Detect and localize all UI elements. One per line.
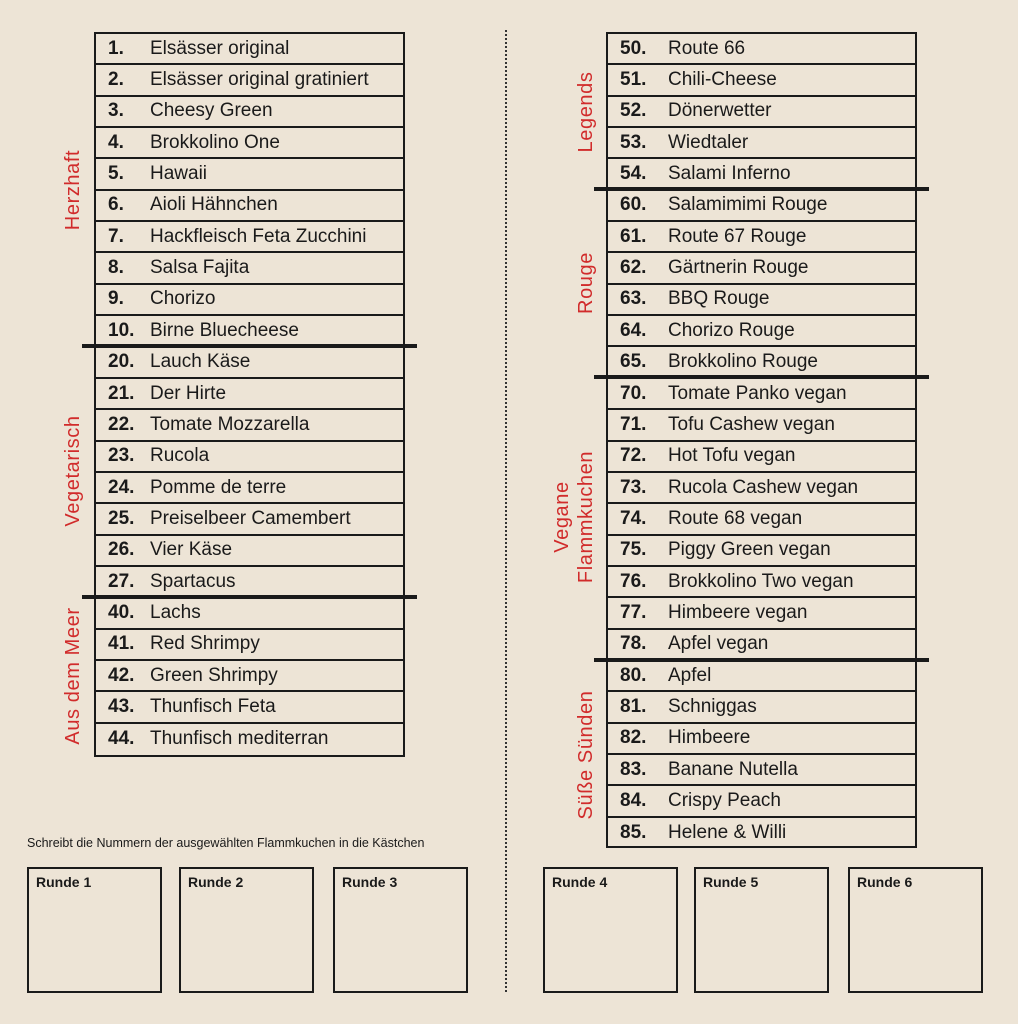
menu-row	[608, 724, 915, 755]
menu-row	[608, 598, 915, 629]
menu-item-name: Tomate Mozzarella	[150, 413, 310, 435]
left-menu-table	[94, 32, 405, 757]
menu-row	[96, 159, 403, 190]
menu-row	[96, 128, 403, 159]
menu-item-name: Cheesy Green	[150, 100, 273, 122]
menu-row	[608, 191, 915, 222]
menu-item-number: 60.	[620, 194, 647, 216]
round-5-label: Runde 5	[703, 874, 759, 890]
menu-row	[608, 692, 915, 723]
menu-row	[96, 630, 403, 661]
menu-row	[96, 222, 403, 253]
menu-item-number: 1.	[108, 37, 124, 59]
menu-row	[608, 128, 915, 159]
round-6-box[interactable]	[848, 867, 983, 993]
menu-item-number: 9.	[108, 288, 124, 310]
menu-item-number: 50.	[620, 37, 647, 59]
menu-row	[608, 442, 915, 473]
menu-item-number: 71.	[620, 413, 647, 435]
menu-row	[96, 410, 403, 441]
menu-item-name: Banane Nutella	[668, 758, 798, 780]
menu-row	[96, 504, 403, 535]
menu-item-number: 63.	[620, 288, 647, 310]
menu-item-number: 70.	[620, 382, 647, 404]
menu-item-name: Hawaii	[150, 163, 208, 185]
menu-item-number: 3.	[108, 100, 124, 122]
menu-item-name: Crispy Peach	[668, 790, 781, 812]
menu-row	[608, 536, 915, 567]
round-2-box[interactable]	[179, 867, 314, 993]
menu-item-name: Hot Tofu vegan	[668, 445, 796, 467]
menu-item-name: Wiedtaler	[668, 131, 749, 153]
menu-item-name: Vier Käse	[150, 539, 233, 561]
menu-item-name: Route 67 Rouge	[668, 225, 807, 247]
round-1-box[interactable]	[27, 867, 162, 993]
menu-row	[608, 410, 915, 441]
round-3-label: Runde 3	[342, 874, 398, 890]
menu-item-number: 25.	[108, 507, 135, 529]
menu-item-number: 81.	[620, 696, 647, 718]
menu-item-name: Helene & Willi	[668, 822, 787, 844]
menu-item-name: Chorizo	[150, 288, 216, 310]
menu-item-number: 62.	[620, 257, 647, 279]
menu-item-number: 43.	[108, 696, 135, 718]
menu-item-name: Aioli Hähnchen	[150, 194, 278, 216]
menu-item-name: Spartacus	[150, 570, 236, 592]
menu-row	[608, 567, 915, 598]
round-4-label: Runde 4	[552, 874, 608, 890]
round-1-label: Runde 1	[36, 874, 92, 890]
menu-item-number: 54.	[620, 163, 647, 185]
menu-item-number: 76.	[620, 570, 647, 592]
menu-item-name: Piggy Green vegan	[668, 539, 831, 561]
menu-item-name: Route 68 vegan	[668, 507, 803, 529]
menu-item-number: 53.	[620, 131, 647, 153]
menu-item-name: Pomme de terre	[150, 476, 287, 498]
menu-row	[608, 65, 915, 96]
right-section-divider	[594, 658, 929, 662]
round-6-label: Runde 6	[857, 874, 913, 890]
menu-item-name: Lachs	[150, 601, 201, 623]
menu-item-number: 80.	[620, 664, 647, 686]
menu-item-number: 6.	[108, 194, 124, 216]
menu-item-number: 20.	[108, 351, 135, 373]
menu-item-name: Apfel	[668, 664, 712, 686]
right-menu-table	[606, 32, 917, 848]
menu-item-number: 44.	[108, 728, 135, 750]
menu-item-number: 40.	[108, 601, 135, 623]
category-vegane: Vegane	[551, 481, 573, 553]
menu-item-number: 83.	[620, 758, 647, 780]
category-aus-dem-meer: Aus dem Meer	[62, 607, 84, 745]
menu-item-name: Preiselbeer Camembert	[150, 507, 351, 529]
menu-item-number: 75.	[620, 539, 647, 561]
category-suesse-suenden: Süße Sünden	[575, 690, 597, 820]
menu-row	[608, 504, 915, 535]
menu-row	[96, 379, 403, 410]
menu-item-name: Thunfisch Feta	[150, 696, 276, 718]
menu-row	[96, 598, 403, 629]
menu-row	[608, 661, 915, 692]
menu-item-number: 7.	[108, 225, 124, 247]
menu-item-name: Apfel vegan	[668, 633, 769, 655]
menu-item-name: Himbeere	[668, 727, 751, 749]
menu-item-name: Salsa Fajita	[150, 257, 250, 279]
instruction-text: Schreibt die Nummern der ausgewählten Flammkuchen in die Kästchen	[27, 836, 425, 850]
center-dotted-divider	[505, 30, 507, 992]
menu-item-number: 61.	[620, 225, 647, 247]
menu-item-name: Route 66	[668, 37, 746, 59]
menu-item-name: Green Shrimpy	[150, 664, 278, 686]
menu-row	[96, 65, 403, 96]
menu-row	[608, 755, 915, 786]
category-vegetarisch: Vegetarisch	[62, 415, 84, 527]
menu-item-number: 21.	[108, 382, 135, 404]
left-section-divider	[82, 344, 417, 348]
menu-row	[96, 316, 403, 347]
right-section-divider	[594, 187, 929, 191]
menu-item-number: 5.	[108, 163, 124, 185]
menu-item-name: Himbeere vegan	[668, 601, 808, 623]
left-section-divider	[82, 595, 417, 599]
menu-row	[96, 253, 403, 284]
menu-item-name: Hackfleisch Feta Zucchini	[150, 225, 367, 247]
menu-item-number: 41.	[108, 633, 135, 655]
menu-item-number: 85.	[620, 822, 647, 844]
menu-item-name: Red Shrimpy	[150, 633, 260, 655]
menu-item-number: 73.	[620, 476, 647, 498]
menu-row	[96, 191, 403, 222]
menu-row	[608, 97, 915, 128]
round-3-box[interactable]	[333, 867, 468, 993]
menu-item-name: Brokkolino One	[150, 131, 280, 153]
right-section-divider	[594, 375, 929, 379]
menu-row	[608, 630, 915, 661]
menu-item-name: Salamimimi Rouge	[668, 194, 828, 216]
menu-item-name: Salami Inferno	[668, 163, 791, 185]
menu-item-name: Tofu Cashew vegan	[668, 413, 835, 435]
round-4-box[interactable]	[543, 867, 678, 993]
menu-item-number: 4.	[108, 131, 124, 153]
menu-item-name: Rucola	[150, 445, 210, 467]
menu-item-name: Thunfisch mediterran	[150, 728, 329, 750]
menu-row	[608, 316, 915, 347]
menu-item-name: Gärtnerin Rouge	[668, 257, 809, 279]
category-herzhaft: Herzhaft	[62, 149, 84, 231]
menu-item-name: Der Hirte	[150, 382, 227, 404]
menu-row	[96, 348, 403, 379]
menu-item-name: Elsässer original	[150, 37, 290, 59]
menu-item-name: Birne Bluecheese	[150, 319, 299, 341]
menu-item-number: 2.	[108, 69, 124, 91]
menu-item-number: 84.	[620, 790, 647, 812]
category-legends: Legends	[575, 71, 597, 153]
menu-item-name: BBQ Rouge	[668, 288, 770, 310]
menu-item-name: Schniggas	[668, 696, 757, 718]
menu-item-number: 82.	[620, 727, 647, 749]
menu-row	[608, 473, 915, 504]
menu-row	[96, 285, 403, 316]
menu-row	[96, 34, 403, 65]
menu-item-number: 64.	[620, 319, 647, 341]
menu-item-number: 77.	[620, 601, 647, 623]
menu-item-name: Tomate Panko vegan	[668, 382, 847, 404]
menu-row	[608, 253, 915, 284]
menu-item-number: 51.	[620, 69, 647, 91]
menu-item-number: 24.	[108, 476, 135, 498]
menu-item-number: 65.	[620, 351, 647, 373]
category-flammkuchen: Flammkuchen	[575, 450, 597, 584]
menu-row	[96, 536, 403, 567]
menu-item-number: 8.	[108, 257, 124, 279]
menu-item-number: 22.	[108, 413, 135, 435]
menu-item-name: Brokkolino Two vegan	[668, 570, 854, 592]
menu-row	[96, 661, 403, 692]
menu-row	[608, 379, 915, 410]
menu-row	[608, 818, 915, 849]
menu-row	[96, 724, 403, 755]
menu-row	[96, 473, 403, 504]
menu-item-number: 27.	[108, 570, 135, 592]
menu-item-name: Chorizo Rouge	[668, 319, 795, 341]
menu-item-name: Elsässer original gratiniert	[150, 69, 369, 91]
menu-item-name: Brokkolino Rouge	[668, 351, 818, 373]
menu-row	[608, 285, 915, 316]
menu-item-number: 23.	[108, 445, 135, 467]
menu-row	[96, 97, 403, 128]
menu-item-number: 42.	[108, 664, 135, 686]
menu-row	[96, 442, 403, 473]
round-2-label: Runde 2	[188, 874, 244, 890]
menu-item-name: Lauch Käse	[150, 351, 251, 373]
menu-item-number: 10.	[108, 319, 135, 341]
category-rouge: Rouge	[575, 252, 597, 314]
menu-item-name: Chili-Cheese	[668, 69, 777, 91]
menu-item-number: 74.	[620, 507, 647, 529]
menu-row	[608, 222, 915, 253]
menu-item-number: 52.	[620, 100, 647, 122]
menu-item-number: 26.	[108, 539, 135, 561]
menu-item-name: Dönerwetter	[668, 100, 772, 122]
menu-item-number: 72.	[620, 445, 647, 467]
menu-row	[608, 786, 915, 817]
menu-item-name: Rucola Cashew vegan	[668, 476, 859, 498]
menu-item-number: 78.	[620, 633, 647, 655]
menu-row	[96, 567, 403, 598]
round-5-box[interactable]	[694, 867, 829, 993]
menu-row	[96, 692, 403, 723]
menu-row	[608, 34, 915, 65]
